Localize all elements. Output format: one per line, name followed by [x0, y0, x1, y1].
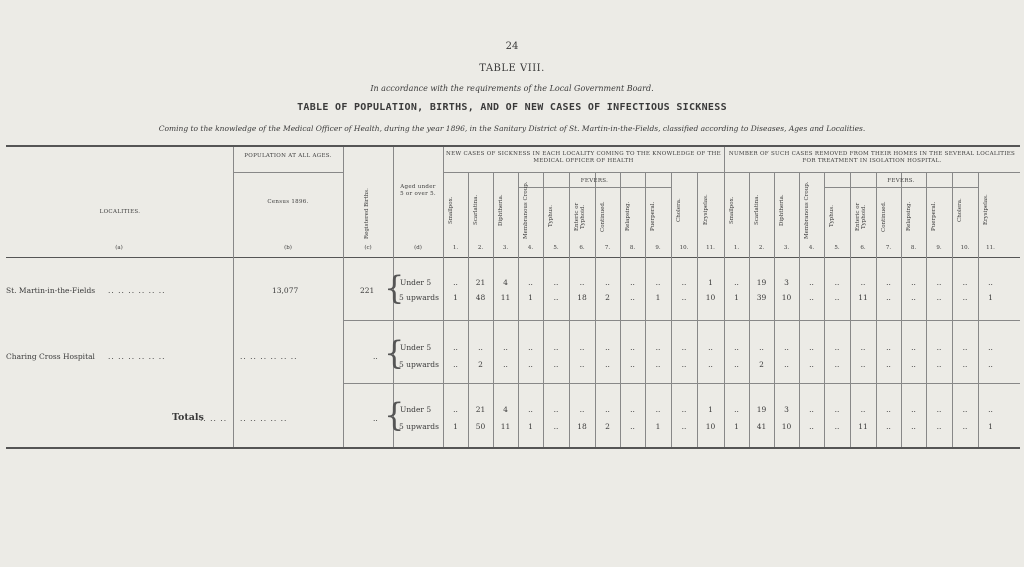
column-divider — [569, 173, 570, 447]
caption: Coming to the knowledge of the Medical Officer of Health, during the year 1896, in the Sanitary District of St. Martin-in-the-Fields, classified according to Diseases, Ages and Localities. — [158, 124, 866, 133]
removed-column-number: 1. — [733, 245, 740, 251]
row-brace: { — [384, 396, 405, 434]
new-cases-cell: .. — [528, 278, 533, 287]
age-label-upwards: 5 upwards — [399, 422, 439, 431]
totals-label: Totals — [172, 411, 204, 423]
new-cases-cell: .. — [579, 343, 585, 352]
removed-column-number: 9. — [936, 245, 942, 251]
removed-cell: .. — [936, 293, 942, 302]
locality-leader-dots: .. .. .. .. .. .. — [108, 351, 166, 361]
new-cases-disease-header: Membranous Croup. — [522, 181, 529, 239]
new-cases-cell: .. — [630, 360, 635, 369]
new-cases-cell: .. — [453, 360, 458, 369]
removed-disease-header: Continued. — [880, 201, 887, 232]
removed-cell: .. — [988, 405, 993, 414]
new-cases-cell: 50 — [475, 422, 486, 431]
removed-cell: .. — [962, 405, 968, 414]
removed-column-number: 8. — [910, 245, 917, 251]
removed-cell: .. — [988, 343, 993, 352]
new-cases-disease-header: Scarlatina. — [472, 194, 479, 226]
population-header-rule — [233, 172, 343, 173]
new-cases-column-number: 6. — [579, 245, 585, 251]
new-cases-header-rule — [443, 172, 724, 173]
new-cases-cell: .. — [630, 293, 635, 302]
removed-cell: .. — [809, 405, 814, 414]
new-cases-cell: 21 — [475, 278, 486, 287]
census-value: .. .. .. .. .. — [240, 413, 288, 423]
new-cases-cell: .. — [528, 360, 533, 369]
removed-cell: .. — [962, 278, 968, 287]
removed-column-number: 4. — [808, 245, 815, 251]
column-divider — [233, 147, 234, 447]
removed-cell: .. — [734, 360, 739, 369]
removed-cell: .. — [936, 360, 942, 369]
age-label-upwards: 5 upwards — [399, 293, 439, 302]
removed-cell: .. — [962, 360, 968, 369]
removed-cell: 1 — [734, 422, 739, 431]
registered-births-value: .. — [373, 413, 378, 423]
removed-cell: .. — [860, 360, 866, 369]
removed-column-number: 6. — [860, 245, 866, 251]
removed-disease-header: Relapsing. — [905, 201, 912, 232]
removed-cell: 19 — [756, 278, 767, 287]
new-cases-disease-header: Continued. — [599, 201, 606, 232]
column-divider — [645, 173, 646, 447]
removed-cell: 39 — [756, 293, 767, 302]
age-label-upwards: 5 upwards — [399, 360, 439, 369]
new-cases-cell: 1 — [655, 293, 661, 302]
main-title: TABLE OF POPULATION, BIRTHS, AND OF NEW CASES OF INFECTIOUS SICKNESS — [297, 102, 727, 113]
removed-column-number: 11. — [986, 245, 995, 251]
new-cases-cell: 11 — [500, 293, 511, 302]
new-cases-disease-header: Erysipelas. — [702, 194, 709, 226]
column-letter: (c) — [364, 245, 372, 251]
new-cases-column-number: 9. — [655, 245, 661, 251]
new-cases-cell: .. — [681, 405, 687, 414]
new-cases-cell: .. — [503, 343, 508, 352]
removed-cell: .. — [988, 278, 993, 287]
removed-cell: 3 — [784, 278, 789, 287]
new-cases-cell: 1 — [528, 293, 533, 302]
new-cases-cell: .. — [681, 293, 687, 302]
new-cases-column-number: 4. — [527, 245, 534, 251]
removed-cell: .. — [886, 360, 891, 369]
new-cases-cell: 1 — [453, 293, 458, 302]
new-cases-cell: .. — [579, 360, 585, 369]
removed-cell: .. — [962, 293, 968, 302]
removed-cell: .. — [860, 278, 866, 287]
new-cases-column-number: 10. — [679, 245, 689, 251]
removed-cell: .. — [834, 278, 840, 287]
removed-cell: 1 — [988, 422, 993, 431]
new-cases-cell: .. — [605, 360, 610, 369]
new-cases-cell: 1 — [708, 405, 713, 414]
new-cases-cell: .. — [478, 343, 483, 352]
removed-cell: .. — [834, 405, 840, 414]
removed-cell: .. — [809, 422, 814, 431]
removed-cell: 10 — [781, 293, 792, 302]
new-cases-column-number: 11. — [706, 245, 715, 251]
removed-cell: .. — [936, 422, 942, 431]
column-divider — [952, 173, 953, 447]
removed-cell: .. — [809, 278, 814, 287]
removed-header-rule — [724, 172, 1020, 173]
subtitle: In accordance with the requirements of the Local Government Board. — [370, 84, 654, 93]
totals-leader-dots: .. .. .. — [200, 413, 228, 423]
removed-cell: .. — [809, 343, 814, 352]
column-letter: (a) — [115, 245, 123, 251]
new-cases-cell: 1 — [708, 278, 713, 287]
census-value: .. .. .. .. .. .. — [240, 351, 298, 361]
page-number: 24 — [505, 41, 519, 52]
aged-header: Aged under 5 or over 5. — [400, 184, 436, 197]
removed-cell: .. — [911, 278, 916, 287]
new-cases-cell: .. — [630, 343, 635, 352]
removed-cell: .. — [962, 422, 968, 431]
column-letter: (b) — [284, 245, 292, 251]
new-cases-cell: .. — [579, 405, 585, 414]
new-cases-column-number: 1. — [452, 245, 459, 251]
new-cases-cell: .. — [553, 405, 559, 414]
removed-cell: .. — [936, 343, 942, 352]
removed-cell: .. — [784, 343, 789, 352]
new-cases-disease-header: Typhus. — [548, 205, 554, 228]
column-divider — [926, 173, 927, 447]
registered-births-value: .. — [373, 351, 378, 361]
fevers-new-rule — [518, 187, 671, 188]
new-cases-cell: 10 — [705, 422, 716, 431]
new-cases-cell: .. — [453, 343, 458, 352]
locality-name: Charing Cross Hospital — [6, 351, 95, 361]
new-cases-cell: .. — [630, 278, 635, 287]
table-title: TABLE VIII. — [479, 63, 545, 74]
new-cases-disease-header: Puerperal. — [650, 201, 656, 232]
removed-cell: 19 — [756, 405, 767, 414]
census-header: Census 1896. — [267, 199, 309, 205]
new-cases-cell: 18 — [577, 293, 587, 302]
new-cases-cell: 2 — [478, 360, 483, 369]
new-cases-cell: 4 — [503, 278, 508, 287]
new-cases-cell: 11 — [500, 422, 511, 431]
new-cases-cell: .. — [553, 360, 559, 369]
removed-cell: .. — [911, 422, 916, 431]
column-divider — [850, 173, 851, 447]
removed-cell: .. — [809, 293, 814, 302]
row-separator — [343, 383, 1020, 384]
column-divider — [824, 173, 825, 447]
removed-disease-header: Smallpox. — [728, 196, 735, 224]
removed-disease-header: Erysipelas. — [982, 194, 989, 226]
new-cases-cell: .. — [655, 360, 661, 369]
new-cases-cell: 1 — [655, 422, 661, 431]
new-cases-cell: .. — [655, 343, 661, 352]
fevers-header-removed: FEVERS. — [887, 178, 915, 184]
removed-cell: 11 — [858, 293, 868, 302]
row-separator — [343, 320, 1020, 321]
new-cases-cell: 2 — [605, 293, 610, 302]
removed-disease-header: Membranous Croup. — [803, 181, 810, 239]
removed-cell: .. — [834, 360, 840, 369]
removed-cell: .. — [962, 343, 968, 352]
new-cases-cell: .. — [579, 278, 585, 287]
new-cases-header: NEW CASES OF SICKNESS IN EACH LOCALITY COMING TO THE KNOWLEDGE OF THE MEDICAL OFFICER OF HEALTH — [446, 151, 721, 164]
new-cases-cell: 4 — [503, 405, 508, 414]
new-cases-cell: .. — [655, 278, 661, 287]
new-cases-cell: .. — [503, 360, 508, 369]
removed-disease-header: Cholera. — [957, 198, 963, 222]
removed-cell: .. — [911, 343, 916, 352]
removed-cell: 1 — [734, 293, 739, 302]
removed-disease-header: Typhus. — [829, 205, 835, 228]
removed-cell: .. — [988, 360, 993, 369]
new-cases-cell: .. — [605, 278, 610, 287]
new-cases-disease-header: Cholera. — [676, 198, 682, 222]
locality-name: St. Martin-in-the-Fields — [6, 285, 96, 295]
new-cases-cell: .. — [553, 278, 559, 287]
removed-disease-header: Scarlatina. — [753, 194, 760, 226]
new-cases-cell: 2 — [605, 422, 610, 431]
new-cases-cell: .. — [681, 360, 687, 369]
new-cases-column-number: 3. — [502, 245, 509, 251]
removed-cell: 1 — [988, 293, 993, 302]
removed-cell: 3 — [784, 405, 789, 414]
removed-cell: 11 — [858, 422, 868, 431]
removed-cell: .. — [886, 343, 891, 352]
removed-cell: .. — [759, 343, 764, 352]
column-divider — [671, 173, 672, 447]
new-cases-disease-header: Relapsing. — [624, 201, 631, 232]
row-brace: { — [384, 269, 405, 307]
age-label-under: Under 5 — [400, 278, 432, 287]
removed-column-number: 7. — [885, 245, 892, 251]
new-cases-cell: .. — [708, 360, 713, 369]
removed-cell: .. — [834, 422, 840, 431]
fevers-header-new: FEVERS. — [580, 178, 609, 184]
registered-births-value: 221 — [360, 285, 375, 295]
new-cases-cell: .. — [553, 422, 559, 431]
new-cases-cell: .. — [528, 343, 533, 352]
localities-header: LOCALITIES. — [99, 209, 141, 215]
removed-cell: .. — [936, 278, 942, 287]
new-cases-disease-header: Diphtheria. — [497, 194, 504, 226]
removed-disease-header: Puerperal. — [931, 201, 937, 232]
removed-column-number: 3. — [783, 245, 790, 251]
population-header: POPULATION AT ALL AGES. — [244, 153, 332, 159]
new-cases-cell: 1 — [528, 422, 533, 431]
removed-cell: .. — [834, 343, 840, 352]
removed-cell: .. — [834, 293, 840, 302]
removed-cell: 41 — [756, 422, 767, 431]
new-cases-cell: 10 — [705, 293, 716, 302]
column-divider — [697, 173, 698, 447]
new-cases-cell: .. — [605, 405, 610, 414]
header-bottom-rule — [6, 257, 1020, 258]
new-cases-cell: .. — [655, 405, 661, 414]
removed-cell: 2 — [759, 360, 764, 369]
removed-column-number: 2. — [758, 245, 765, 251]
removed-cell: .. — [911, 405, 916, 414]
removed-column-number: 5. — [834, 245, 840, 251]
fevers-removed-rule — [824, 187, 978, 188]
new-cases-cell: .. — [453, 405, 458, 414]
removed-cell: .. — [734, 405, 739, 414]
new-cases-cell: 1 — [453, 422, 458, 431]
removed-cell: 10 — [781, 422, 792, 431]
new-cases-disease-header: Smallpox. — [447, 196, 454, 224]
new-cases-cell: .. — [630, 422, 635, 431]
new-cases-cell: .. — [453, 278, 458, 287]
removed-cell: .. — [860, 405, 866, 414]
new-cases-disease-header: Enteric or Typhoid. — [574, 202, 586, 231]
removed-column-number: 10. — [960, 245, 970, 251]
removed-cell: .. — [860, 343, 866, 352]
removed-cell: .. — [936, 405, 942, 414]
new-cases-cell: .. — [681, 278, 687, 287]
locality-leader-dots: .. .. .. .. .. .. — [108, 285, 166, 295]
new-cases-column-number: 2. — [477, 245, 484, 251]
new-cases-cell: 48 — [475, 293, 486, 302]
removed-cell: .. — [886, 278, 891, 287]
removed-cell: .. — [886, 293, 891, 302]
new-cases-cell: .. — [630, 405, 635, 414]
removed-disease-header: Enteric or Typhoid. — [855, 202, 867, 231]
column-letter: (d) — [414, 245, 422, 251]
removed-cell: .. — [886, 422, 891, 431]
registered-births-header: Registered Births. — [364, 188, 370, 240]
row-brace: { — [384, 334, 405, 372]
new-cases-column-number: 5. — [553, 245, 559, 251]
removed-cell: .. — [911, 293, 916, 302]
column-divider — [343, 147, 344, 447]
new-cases-cell: .. — [528, 405, 533, 414]
removed-header: NUMBER OF SUCH CASES REMOVED FROM THEIR HOMES IN THE SEVERAL LOCALITIES FOR TREATMENT IN ISOLATION HOSPITAL. — [728, 151, 1016, 164]
new-cases-column-number: 8. — [629, 245, 636, 251]
new-cases-cell: .. — [681, 422, 687, 431]
new-cases-cell: .. — [681, 343, 687, 352]
new-cases-cell: 18 — [577, 422, 587, 431]
new-cases-cell: .. — [708, 343, 713, 352]
new-cases-cell: .. — [553, 293, 559, 302]
new-cases-cell: .. — [553, 343, 559, 352]
new-cases-column-number: 7. — [604, 245, 611, 251]
new-cases-cell: .. — [605, 343, 610, 352]
removed-disease-header: Diphtheria. — [778, 194, 785, 226]
removed-cell: .. — [886, 405, 891, 414]
removed-cell: .. — [734, 278, 739, 287]
column-divider — [543, 173, 544, 447]
age-label-under: Under 5 — [400, 343, 432, 352]
new-cases-cell: 21 — [475, 405, 486, 414]
removed-cell: .. — [734, 343, 739, 352]
removed-cell: .. — [784, 360, 789, 369]
table-bottom-rule — [6, 447, 1020, 449]
table-top-rule — [6, 145, 1020, 147]
removed-cell: .. — [911, 360, 916, 369]
age-label-under: Under 5 — [400, 405, 432, 414]
removed-cell: .. — [809, 360, 814, 369]
census-value: 13,077 — [272, 285, 299, 295]
